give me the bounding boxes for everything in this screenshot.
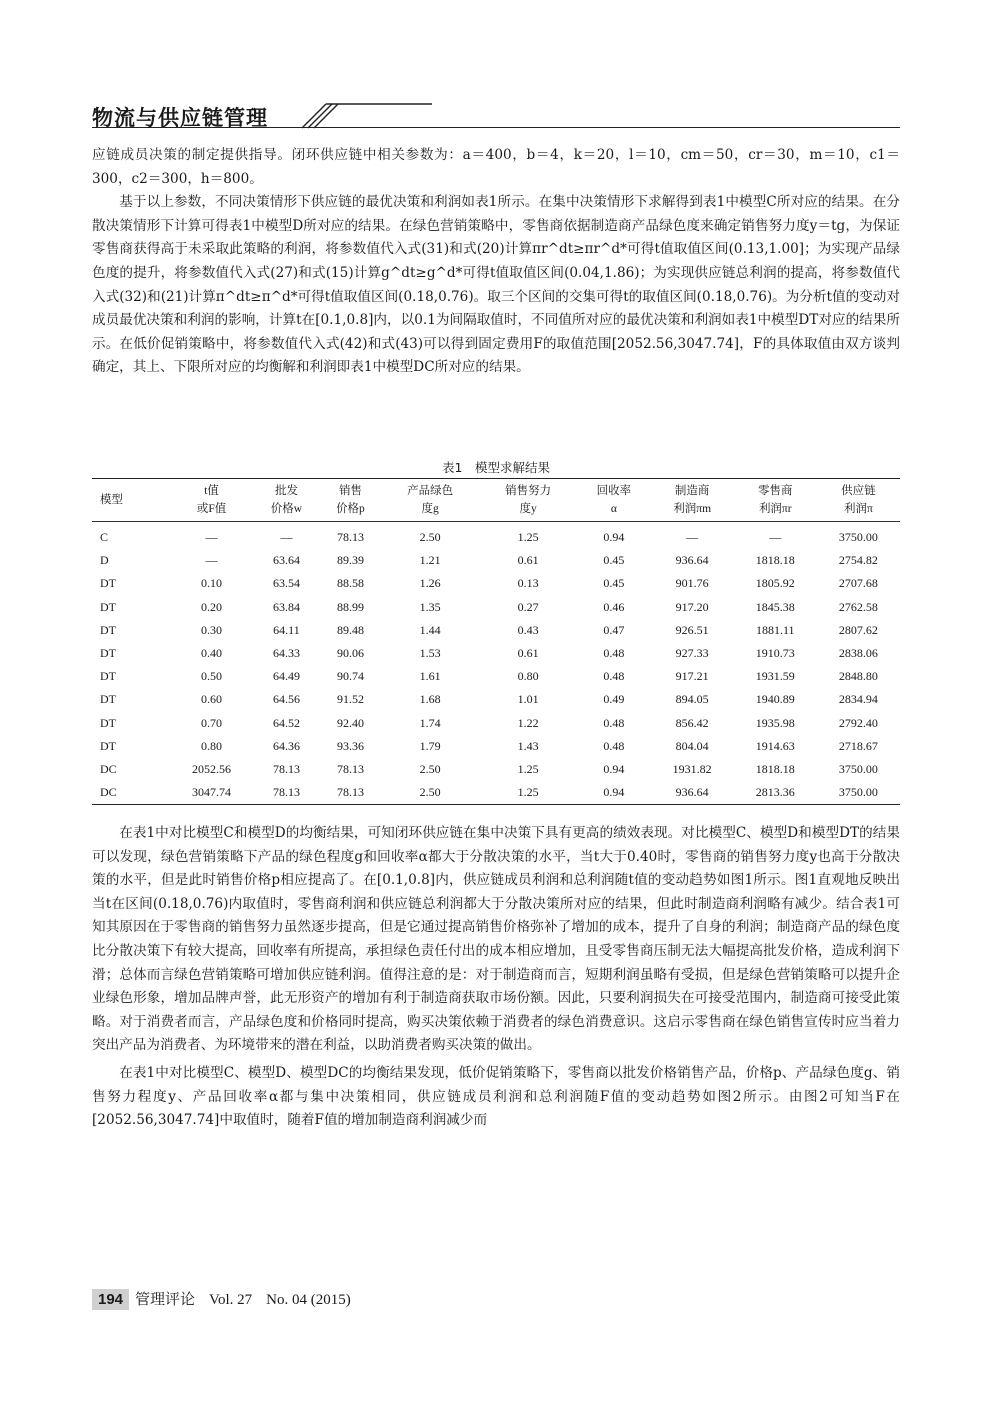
table-cell: DT: [100, 622, 116, 637]
table-row: [92, 735, 900, 758]
table-cell: 1.68: [419, 692, 441, 707]
table-cell: 0.46: [603, 599, 625, 614]
table-cell: —: [205, 530, 218, 545]
table-cell: 3750.00: [838, 761, 878, 776]
table-cell: 1935.98: [755, 715, 795, 730]
table-cell: 78.13: [336, 761, 364, 776]
section-title: 物流与供应链管理: [92, 106, 268, 130]
volume: Vol. 27: [209, 1292, 253, 1308]
col-effort: 销售努力 度y: [479, 479, 577, 522]
table-row: [92, 688, 900, 711]
col-chain-profit: 供应链 利润π: [817, 479, 900, 522]
table-cell: 78.13: [336, 785, 364, 800]
table-cell: DT: [100, 669, 116, 684]
table-cell: 0.48: [603, 669, 625, 684]
table-cell: 64.33: [272, 646, 300, 661]
table-cell: 1881.11: [755, 622, 795, 637]
table-body: [92, 522, 900, 805]
table-cell: 0.13: [517, 576, 539, 591]
table-cell: 894.05: [675, 692, 709, 707]
table-cell: DT: [100, 738, 116, 753]
table-caption: 表1 模型求解结果: [442, 460, 550, 475]
results-table: [92, 478, 900, 805]
table-row: [92, 549, 900, 572]
table-cell: —: [686, 530, 699, 545]
header-ornament-icon: [282, 100, 432, 130]
table-cell: 2718.67: [838, 738, 878, 753]
table-cell: 88.99: [336, 599, 364, 614]
table-cell: 0.49: [603, 692, 625, 707]
table-cell: 2792.40: [838, 715, 878, 730]
table-cell: 64.52: [272, 715, 300, 730]
table-row: [92, 572, 900, 595]
table-cell: 2.50: [419, 761, 441, 776]
table-cell: —: [769, 530, 782, 545]
table-cell: 1.25: [517, 530, 539, 545]
table-cell: 856.42: [675, 715, 709, 730]
table-cell: 63.54: [272, 576, 300, 591]
table-cell: 78.13: [272, 785, 300, 800]
table-row: [92, 758, 900, 781]
col-t-or-f: t值 或F值: [170, 479, 253, 522]
table-cell: 0.61: [517, 646, 539, 661]
table-cell: 90.74: [336, 669, 364, 684]
table-cell: 0.40: [201, 646, 223, 661]
table-cell: 804.04: [675, 738, 709, 753]
table-cell: 1910.73: [755, 646, 795, 661]
table-cell: 917.21: [675, 669, 709, 684]
table-cell: 3047.74: [192, 785, 232, 800]
table-cell: 89.39: [336, 553, 364, 568]
page-footer: [92, 1288, 351, 1309]
issue: No. 04 (2015): [266, 1292, 351, 1308]
table-header-row: [92, 479, 900, 522]
table-cell: DC: [100, 761, 117, 776]
table-cell: 1818.18: [755, 553, 795, 568]
table-cell: 0.48: [603, 715, 625, 730]
col-model: 模型: [92, 479, 170, 522]
table-row: [92, 619, 900, 642]
table-cell: 1.35: [419, 599, 441, 614]
table-cell: 2754.82: [838, 553, 878, 568]
paragraph-params: 应链成员决策的制定提供指导。闭环供应链中相关参数为：a＝400，b＝4，k＝20，l＝10，cm＝50，cr＝30，m＝10，c1＝300，c2＝300，h＝800。: [92, 147, 900, 187]
table-cell: 0.48: [603, 646, 625, 661]
table-cell: DT: [100, 646, 116, 661]
table-cell: 64.36: [272, 738, 300, 753]
body-text-top: [92, 144, 900, 380]
table-cell: DT: [100, 692, 116, 707]
table-cell: 64.56: [272, 692, 300, 707]
table-row: [92, 712, 900, 735]
table-cell: 63.84: [272, 599, 300, 614]
table-cell: 0.43: [517, 622, 539, 637]
table-cell: 0.94: [603, 530, 625, 545]
table-cell: 0.48: [603, 738, 625, 753]
table-cell: 1.22: [517, 715, 539, 730]
table-cell: 64.49: [272, 669, 300, 684]
table-cell: 0.27: [517, 599, 539, 614]
table-cell: 2813.36: [755, 785, 795, 800]
col-wholesale: 批发 价格w: [253, 479, 320, 522]
table-cell: 1.43: [517, 738, 539, 753]
table-cell: 1.53: [419, 646, 441, 661]
table-cell: 0.80: [201, 738, 223, 753]
header-rule: [92, 127, 900, 128]
table-row: [92, 781, 900, 805]
table-cell: 91.52: [336, 692, 364, 707]
table-cell: 64.11: [273, 622, 300, 637]
col-price: 销售 价格p: [320, 479, 381, 522]
body-text-bottom: [92, 822, 900, 1133]
table-cell: 0.45: [603, 576, 625, 591]
col-retailer-profit: 零售商 利润πr: [734, 479, 817, 522]
table-cell: D: [100, 553, 109, 568]
table-cell: —: [280, 530, 293, 545]
table-cell: DC: [100, 785, 117, 800]
table-cell: 0.60: [201, 692, 223, 707]
table-cell: 63.64: [272, 553, 300, 568]
table-cell: DT: [100, 576, 116, 591]
table-cell: 0.45: [603, 553, 625, 568]
table-cell: 0.20: [201, 599, 223, 614]
table-cell: 78.13: [336, 530, 364, 545]
table-cell: 2807.62: [838, 622, 878, 637]
table-cell: 2052.56: [192, 761, 232, 776]
table-cell: 2834.94: [838, 692, 878, 707]
table-row: [92, 642, 900, 665]
table-row: [92, 596, 900, 619]
table-cell: DT: [100, 599, 116, 614]
table-cell: 1.74: [419, 715, 441, 730]
table-cell: 0.50: [201, 669, 223, 684]
table-cell: 936.64: [675, 553, 709, 568]
table-cell: 92.40: [336, 715, 364, 730]
table-cell: 1914.63: [755, 738, 795, 753]
table-cell: 2762.58: [838, 599, 878, 614]
col-manufacturer-profit: 制造商 利润πm: [651, 479, 734, 522]
page-number: 194: [92, 1289, 129, 1310]
table-cell: 927.33: [675, 646, 709, 661]
table-cell: 1.21: [419, 553, 441, 568]
table-cell: 901.76: [675, 576, 709, 591]
table-cell: 936.64: [675, 785, 709, 800]
table-cell: 3750.00: [838, 530, 878, 545]
paragraph-analysis-dt: 在表1中对比模型C和模型D的均衡结果，可知闭环供应链在集中决策下具有更高的绩效表现。对比模型C、模型D和模型DT的结果可以发现，绿色营销策略下产品的绿色程度g和回收率α都大于分散决策的水平，当t大于0.40时，零售商的销售努力度y也高于分散决策的水平，但是此时销售价格p相应提高了。在[0.1,0.8]内，供应链成员利润和总利润随t值的变动趋势如图1所示。图1直观地反映出当t在区间(0.18,0.76)内取值时，零售商利润和供应链总利润都大于分散决策所对应的结果，但此时制造商利润略有减少。结合表1可知其原因在于零售商的销售努力虽然逐步提高，但是它通过提高销售价格弥补了增加的成本，提升了自身的利润；制造商产品的绿色度比分散决策下有较大提高，回收率有所提高，承担绿色责任付出的成本相应增加，且受零售商压制无法大幅提高批发价格，造成利润下滑；总体而言绿色营销策略可增加供应链利润。值得注意的是：对于制造商而言，短期利润虽略有受损，但是绿色营销策略可以提升企业绿色形象，增加品牌声誉，此无形资产的增加有利于制造商获取市场份额。因此，只要利润损失在可接受范围内，制造商可接受此策略。对于消费者而言，产品绿色度和价格同时提高，购买决策依赖于消费者的绿色消费意识。这启示零售商在绿色销售宣传时应当着力突出产品为消费者、为环境带来的潜在利益，以助消费者购买决策的做出。: [92, 825, 900, 1054]
table-cell: 1940.89: [755, 692, 795, 707]
table-cell: DT: [100, 715, 116, 730]
table-cell: 1.26: [419, 576, 441, 591]
table-cell: 2838.06: [838, 646, 878, 661]
table-cell: 2.50: [419, 785, 441, 800]
table-cell: 0.47: [603, 622, 625, 637]
table-cell: 0.94: [603, 761, 625, 776]
table-cell: 90.06: [336, 646, 364, 661]
col-recovery: 回收率 α: [577, 479, 651, 522]
table-cell: 1931.59: [755, 669, 795, 684]
table-cell: 2707.68: [838, 576, 878, 591]
table-cell: C: [100, 530, 109, 545]
journal-name: 管理评论: [135, 1292, 196, 1308]
table-cell: 88.58: [336, 576, 364, 591]
table-cell: 1.25: [517, 761, 539, 776]
table-cell: —: [205, 553, 218, 568]
table-cell: 0.80: [517, 669, 539, 684]
paragraph-method: 基于以上参数，不同决策情形下供应链的最优决策和利润如表1所示。在集中决策情形下求解得到表1中模型C所对应的结果。在分散决策情形下计算可得表1中模型D所对应的结果。在绿色营销策略中，零售商依据制造商产品绿色度来确定销售努力度y＝tg，为保证零售商获得高于未采取此策略的利润，将参数值代入式(31)和式(20)计算πr^dt≥πr^d*可得t值取值区间(0.13,1.00]；为实现产品绿色度的提升，将参数值代入式(27)和式(15)计算g^dt≥g^d*可得t值取值区间(0.04,1.86)；为实现供应链总利润的提高，将参数值代入式(32)和(21)计算π^dt≥π^d*可得t值取值区间(0.18,0.76)。取三个区间的交集可得t的取值区间(0.18,0.76)。为分析t值的变动对成员最优决策和利润的影响，计算t在[0.1,0.8]内，以0.1为间隔取值时，不同值所对应的最优决策和利润如表1中模型DT对应的结果所示。在低价促销策略中，将参数值代入式(42)和式(43)可以得到固定费用F的取值范围[2052.56,3047.74]，F的具体取值由双方谈判确定，其上、下限所对应的均衡解和利润即表1中模型DC所对应的结果。: [92, 194, 900, 376]
table-cell: 3750.00: [838, 785, 878, 800]
table-cell: 917.20: [675, 599, 709, 614]
table-cell: 1.01: [517, 692, 539, 707]
table-cell: 1.25: [517, 785, 539, 800]
table-cell: 2.50: [419, 530, 441, 545]
table-cell: 93.36: [336, 738, 364, 753]
table-row: [92, 522, 900, 550]
table-cell: 2848.80: [838, 669, 878, 684]
table-cell: 1931.82: [672, 761, 712, 776]
table-cell: 1.79: [419, 738, 441, 753]
table-cell: 89.48: [336, 622, 364, 637]
table-cell: 1805.92: [755, 576, 795, 591]
table-cell: 0.61: [517, 553, 539, 568]
col-green: 产品绿色 度g: [381, 479, 479, 522]
running-header: [92, 96, 900, 136]
table-cell: 1818.18: [755, 761, 795, 776]
table-cell: 926.51: [675, 622, 709, 637]
table-cell: 0.94: [603, 785, 625, 800]
table-cell: 1.44: [419, 622, 441, 637]
table-row: [92, 665, 900, 688]
table-cell: 0.10: [201, 576, 223, 591]
table-cell: 0.70: [201, 715, 223, 730]
table-cell: 0.30: [201, 622, 223, 637]
paragraph-analysis-dc: 在表1中对比模型C、模型D、模型DC的均衡结果发现，低价促销策略下，零售商以批发价格销售产品，价格p、产品绿色度g、销售努力程度y、产品回收率α都与集中决策相同，供应链成员利润和总利润随F值的变动趋势如图2所示。由图2可知当F在[2052.56,3047.74]中取值时，随着F值的增加制造商利润减少而: [92, 1064, 900, 1129]
table-cell: 1.61: [419, 669, 441, 684]
table-cell: 1845.38: [755, 599, 795, 614]
table-cell: 78.13: [272, 761, 300, 776]
